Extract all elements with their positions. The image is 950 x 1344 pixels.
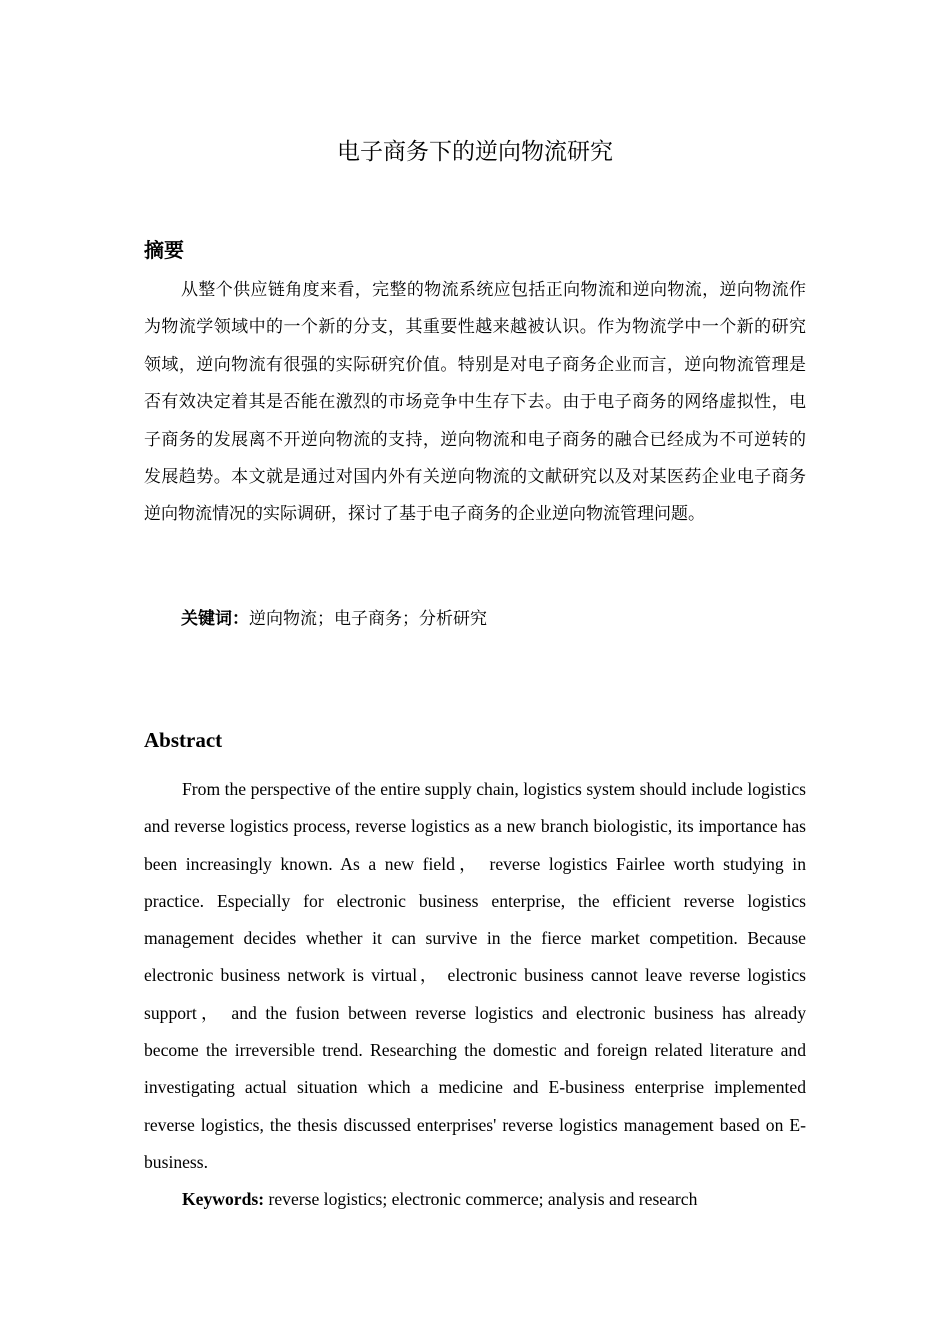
abstract-zh-body: 从整个供应链角度来看，完整的物流系统应包括正向物流和逆向物流，逆向物流作为物流学领域中的一个新的分支，其重要性越来越被认识。作为物流学中一个新的研究领域，逆向物流有很强的实际研究价值。特别是对电子商务企业而言，逆向物流管理是否有效决定着其是否能在激烈的市场竞争中生存下去。由于电子商务的网络虚拟性，电子商务的发展离不开逆向物流的支持，逆向物流和电子商务的融合已经成为不可逆转的发展趋势。本文就是通过对国内外有关逆向物流的文献研究以及对某医药企业电子商务逆向物流情况的实际调研，探讨了基于电子商务的企业逆向物流管理问题。 <box>144 280 806 525</box>
abstract-en-heading: Abstract <box>144 728 223 752</box>
keywords-zh <box>181 604 487 634</box>
keywords-en <box>182 1184 697 1214</box>
keywords-en-label: Keywords: <box>182 1189 265 1209</box>
keywords-en-text: reverse logistics; electronic commerce; analysis and research <box>264 1189 698 1209</box>
abstract-zh-heading: 摘要 <box>144 238 184 262</box>
keywords-zh-text: 逆向物流；电子商务；分析研究 <box>249 609 487 629</box>
keywords-zh-label: 关键词： <box>181 609 249 629</box>
abstract-en-body: From the perspective of the entire supply chain, logistics system should include logistics and reverse logistics process, reverse logistics as a new branch biologistic, its importance has been increasingly known. As a new field， reverse logistics Fairlee worth studying in practice. Especially for electronic business enterprise, the efficient reverse logistics management decides whether it can survive in the fierce market competition. Because electronic business network is virtual， electronic business cannot leave reverse logistics support， and the fusion between reverse logistics and electronic business has already become the irreversible trend. Researching the domestic and foreign related literature and investigating actual situation which a medicine and E-business enterprise implemented reverse logistics, the thesis discussed enterprises' reverse logistics management based on E-business. <box>144 779 806 1172</box>
document-title: 电子商务下的逆向物流研究 <box>337 139 613 165</box>
